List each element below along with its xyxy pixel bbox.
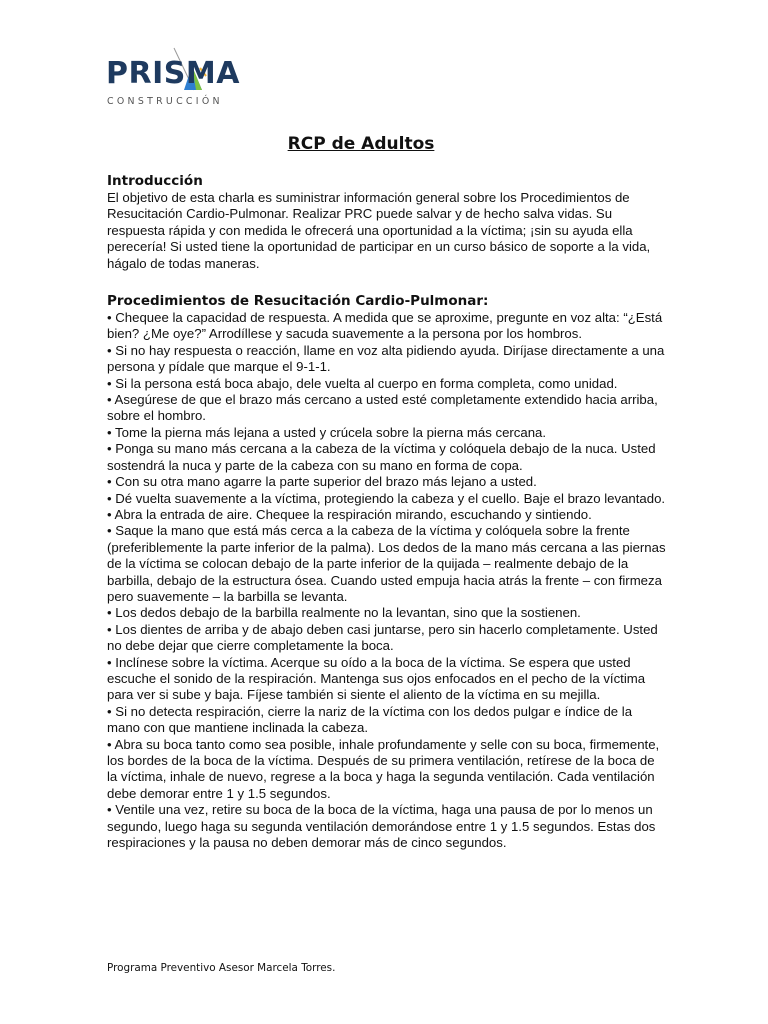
procedure-item: • Los dedos debajo de la barbilla realmente no la levantan, sino que la sostienen. xyxy=(107,605,581,621)
logo-wordmark: PRISMA xyxy=(106,56,240,91)
logo-subtitle: CONSTRUCCIÓN xyxy=(107,96,223,107)
procedure-item: • Si no detecta respiración, cierre la nariz de la víctima con los dedos pulgar e índice de la mano con que mantiene inclinada la cabeza. xyxy=(107,703,633,736)
procedure-item: • Abra la entrada de aire. Chequee la respiración mirando, escuchando y sintiendo. xyxy=(107,506,592,522)
procedure-item: • Saque la mano que está más cerca a la cabeza de la víctima y colóquela sobre la frente (preferiblemente la parte inferior de la palma). Los dedos de la mano más cercana a las piernas de la víctima se colocan debajo de la parte inferior de la quijada – realmente debajo de la barbilla, debajo de la estructura ósea. Cuando usted empuja hacia atrás la frente – con firmeza pero suavemente – la barbilla se levanta. xyxy=(107,523,666,604)
procedure-item: • Inclínese sobre la víctima. Acerque su oído a la boca de la víctima. Se espera que usted escuche el sonido de la respiración. Mantenga sus ojos enfocados en el pecho de la víctima para ver si sube y baja. Fíjese también si siente el aliento de la víctima en su mejilla. xyxy=(107,654,646,703)
company-logo xyxy=(106,46,240,116)
procedure-item: • Abra su boca tanto como sea posible, inhale profundamente y selle con su boca, firmemente, los bordes de la boca de la víctima. Después de su primera ventilación, retírese de la boca de la víctima, inhale de nuevo, regrese a la boca y haga la segunda ventilación. Cada ventilación debe demorar entre 1 y 1.5 segundos. xyxy=(107,736,660,801)
procedure-item: • Asegúrese de que el brazo más cercano a usted esté completamente extendido hacia arriba, sobre el hombro. xyxy=(107,392,658,424)
procedures-heading: Procedimientos de Resucitación Cardio-Pulmonar: xyxy=(107,293,489,310)
procedure-item: • Ponga su mano más cercana a la cabeza de la víctima y colóquela debajo de la nuca. Usted sostendrá la nuca y parte de la cabeza con su mano en forma de copa. xyxy=(107,441,656,473)
page-title: RCP de Adultos xyxy=(287,134,435,154)
procedure-item: • Tome la pierna más lejana a usted y crúcela sobre la pierna más cercana. xyxy=(107,424,547,440)
procedure-item: • Si no hay respuesta o reacción, llame en voz alta pidiendo ayuda. Diríjase directamente a una persona y pídale que marque el 9-1-1. xyxy=(107,342,665,375)
intro-heading: Introducción xyxy=(107,173,203,189)
procedure-item: • Chequee la capacidad de respuesta. A medida que se aproxime, pregunte en voz alta: “¿Está bien? ¿Me oye?” Arrodíllese y sacuda suavemente a la persona por los hombros. xyxy=(107,310,663,342)
procedure-item: • Ventile una vez, retire su boca de la boca de la víctima, haga una pausa de por lo menos un segundo, luego haga su segunda ventilación demorándose entre 1 y 1.5 segundos. Estas dos respiraciones y la pausa no deben demorar más de cinco segundos. xyxy=(107,802,656,851)
procedure-item: • Si la persona está boca abajo, dele vuelta al cuerpo en forma completa, como unidad. xyxy=(107,375,618,391)
procedure-item: • Dé vuelta suavemente a la víctima, protegiendo la cabeza y el cuello. Baje el brazo levantado. xyxy=(107,490,666,506)
procedure-item: • Los dientes de arriba y de abajo deben casi juntarse, pero sin hacerlo completamente. Usted no debe dejar que cierre completamente la boca. xyxy=(107,621,658,654)
footer-text: Programa Preventivo Asesor Marcela Torres. xyxy=(107,962,336,974)
procedure-item: • Con su otra mano agarre la parte superior del brazo más lejano a usted. xyxy=(107,474,537,490)
document-body xyxy=(107,172,667,851)
intro-paragraph: El objetivo de esta charla es suministrar información general sobre los Procedimientos de Resucitación Cardio-Pulmonar. Realizar PRC puede salvar y de hecho salva vidas. Su respuesta rápida y con medida le ofrecerá una oportunidad a la víctima; ¡sin su ayuda ella perecería! Si usted tiene la oportunidad de participar en un curso básico de soporte a la vida, hágalo de todas maneras. xyxy=(107,190,651,271)
